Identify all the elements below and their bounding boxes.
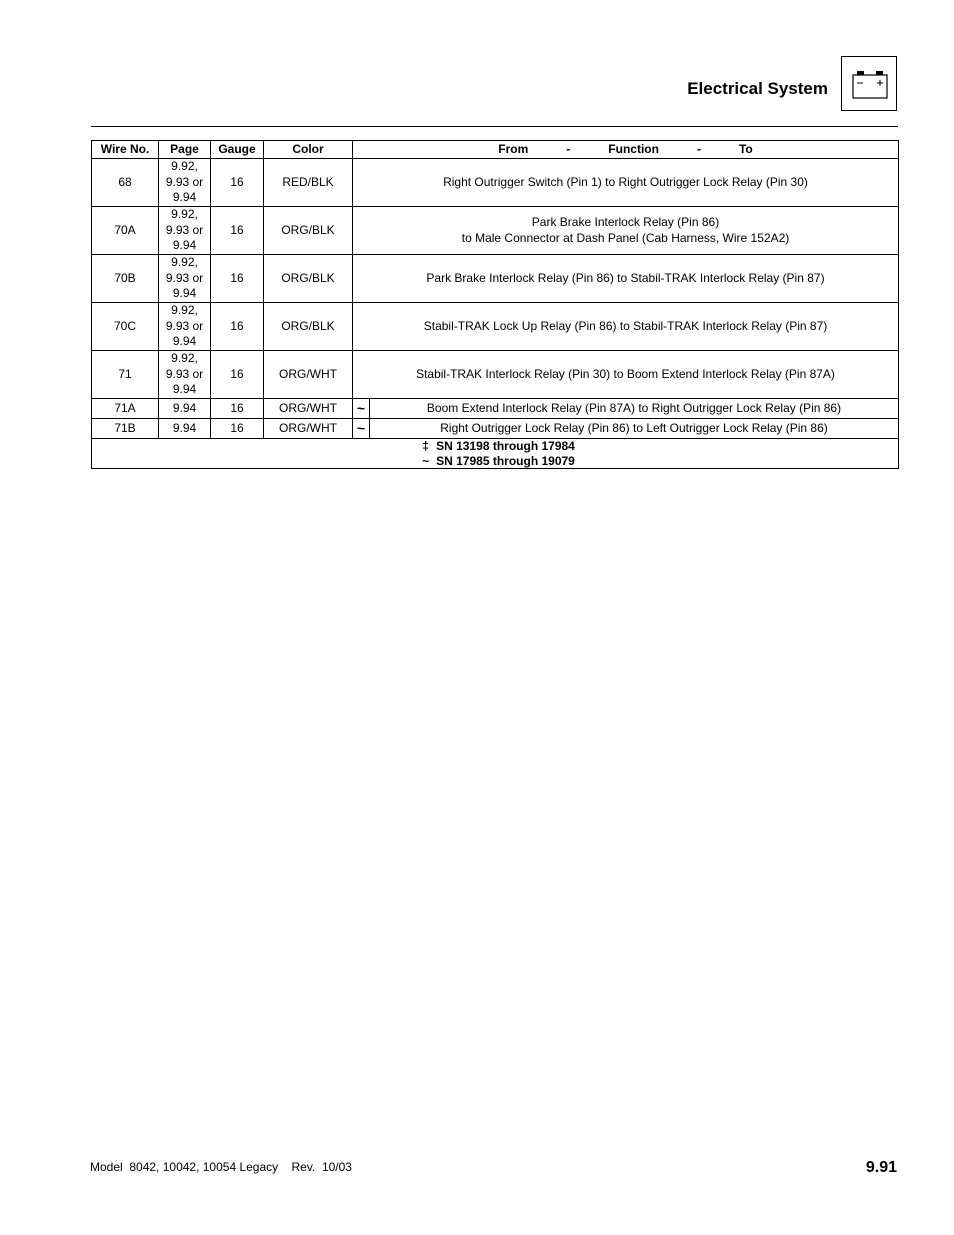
- page-ref-line: 9.92,: [171, 159, 198, 174]
- table-row: [92, 207, 899, 255]
- table-header-row: [92, 141, 899, 159]
- page-ref-line: 9.92,: [171, 303, 198, 318]
- wire-function: [353, 207, 899, 255]
- wire-color: ORG/WHT: [264, 419, 353, 439]
- col-color: Color: [264, 141, 353, 159]
- gauge: 16: [211, 255, 264, 303]
- serial-range-symbol: ~: [353, 399, 370, 419]
- col-sep-2: -: [696, 142, 701, 156]
- wire-color: ORG/BLK: [264, 207, 353, 255]
- serial-range-symbol: ~: [353, 419, 370, 439]
- wire-number: 71B: [92, 419, 159, 439]
- wire-color: ORG/BLK: [264, 303, 353, 351]
- wire-number: 70C: [92, 303, 159, 351]
- page-ref: [159, 159, 211, 207]
- page-ref: [159, 255, 211, 303]
- page-ref-line: 9.93 or: [165, 174, 204, 189]
- serial-notes: [92, 439, 899, 469]
- gauge: 16: [211, 399, 264, 419]
- wire-color: RED/BLK: [264, 159, 353, 207]
- wire-table: [91, 140, 899, 469]
- page-ref-line: 9.94: [172, 334, 197, 349]
- table-row: [92, 351, 899, 399]
- wire-number: 68: [92, 159, 159, 207]
- note-text: SN 17985 through 19079: [436, 453, 575, 468]
- function-line: to Male Connector at Dash Panel (Cab Harness, Wire 152A2): [461, 230, 790, 245]
- notes-row: [92, 439, 899, 469]
- page-ref-line: 9.94: [172, 382, 197, 397]
- page-number: 9.91: [865, 1159, 897, 1176]
- function-line: Stabil-TRAK Interlock Relay (Pin 30) to Boom Extend Interlock Relay (Pin 87A): [416, 366, 835, 381]
- gauge: 16: [211, 303, 264, 351]
- page-ref-line: 9.93 or: [165, 366, 204, 381]
- col-from-function-to: [353, 141, 899, 159]
- page-ref-line: 9.92,: [171, 207, 198, 222]
- header-rule: [91, 126, 898, 127]
- page-ref-line: 9.92,: [171, 255, 198, 270]
- col-to: To: [738, 142, 753, 156]
- wire-color: ORG/WHT: [264, 351, 353, 399]
- note-line: [94, 454, 896, 469]
- gauge: 16: [211, 351, 264, 399]
- wire-function: [353, 255, 899, 303]
- page-ref: [159, 351, 211, 399]
- gauge: 16: [211, 207, 264, 255]
- wire-number: 71A: [92, 399, 159, 419]
- page-ref: [159, 207, 211, 255]
- gauge: 16: [211, 419, 264, 439]
- page-ref-line: 9.94: [172, 190, 197, 205]
- section-title: Electrical System: [687, 79, 828, 98]
- col-function: Function: [608, 142, 659, 156]
- table-row: [92, 399, 899, 419]
- footer-model: Model 8042, 10042, 10054 Legacy Rev. 10/03: [90, 1160, 352, 1174]
- table-row: [92, 159, 899, 207]
- page-ref-line: 9.93 or: [165, 222, 204, 237]
- wire-function: [353, 159, 899, 207]
- table-row: [92, 255, 899, 303]
- note-text: SN 13198 through 17984: [436, 439, 575, 453]
- page-ref: 9.94: [159, 399, 211, 419]
- wire-function: [353, 303, 899, 351]
- function-line: Right Outrigger Switch (Pin 1) to Right Outrigger Lock Relay (Pin 30): [443, 174, 808, 189]
- page-ref: [159, 303, 211, 351]
- wire-color: ORG/BLK: [264, 255, 353, 303]
- page-ref-line: 9.93 or: [165, 270, 204, 285]
- page-ref: 9.94: [159, 419, 211, 439]
- page-ref-line: 9.92,: [171, 351, 198, 366]
- col-page: Page: [159, 141, 211, 159]
- page-ref-line: 9.94: [172, 238, 197, 253]
- gauge: 16: [211, 159, 264, 207]
- col-from: From: [498, 142, 529, 156]
- wire-function: [353, 351, 899, 399]
- wire-function: Boom Extend Interlock Relay (Pin 87A) to Right Outrigger Lock Relay (Pin 86): [370, 399, 899, 419]
- note-line: [94, 439, 896, 454]
- col-gauge: Gauge: [211, 141, 264, 159]
- wire-color: ORG/WHT: [264, 399, 353, 419]
- table-row: [92, 303, 899, 351]
- battery-icon: [852, 71, 888, 99]
- note-symbol: ~: [422, 453, 430, 468]
- battery-icon-box: [841, 56, 897, 111]
- wire-number: 70A: [92, 207, 159, 255]
- col-wire-no: Wire No.: [92, 141, 159, 159]
- function-line: Park Brake Interlock Relay (Pin 86): [531, 215, 720, 229]
- wire-function: Right Outrigger Lock Relay (Pin 86) to Left Outrigger Lock Relay (Pin 86): [370, 419, 899, 439]
- table-row: [92, 419, 899, 439]
- col-sep-1: -: [566, 142, 571, 156]
- function-line: Park Brake Interlock Relay (Pin 86) to Stabil-TRAK Interlock Relay (Pin 87): [426, 270, 825, 285]
- function-line: Stabil-TRAK Lock Up Relay (Pin 86) to Stabil-TRAK Interlock Relay (Pin 87): [423, 318, 828, 333]
- wire-number: 71: [92, 351, 159, 399]
- note-symbol: ‡: [422, 439, 429, 453]
- page-ref-line: 9.93 or: [165, 318, 204, 333]
- page-ref-line: 9.94: [172, 286, 197, 301]
- wire-number: 70B: [92, 255, 159, 303]
